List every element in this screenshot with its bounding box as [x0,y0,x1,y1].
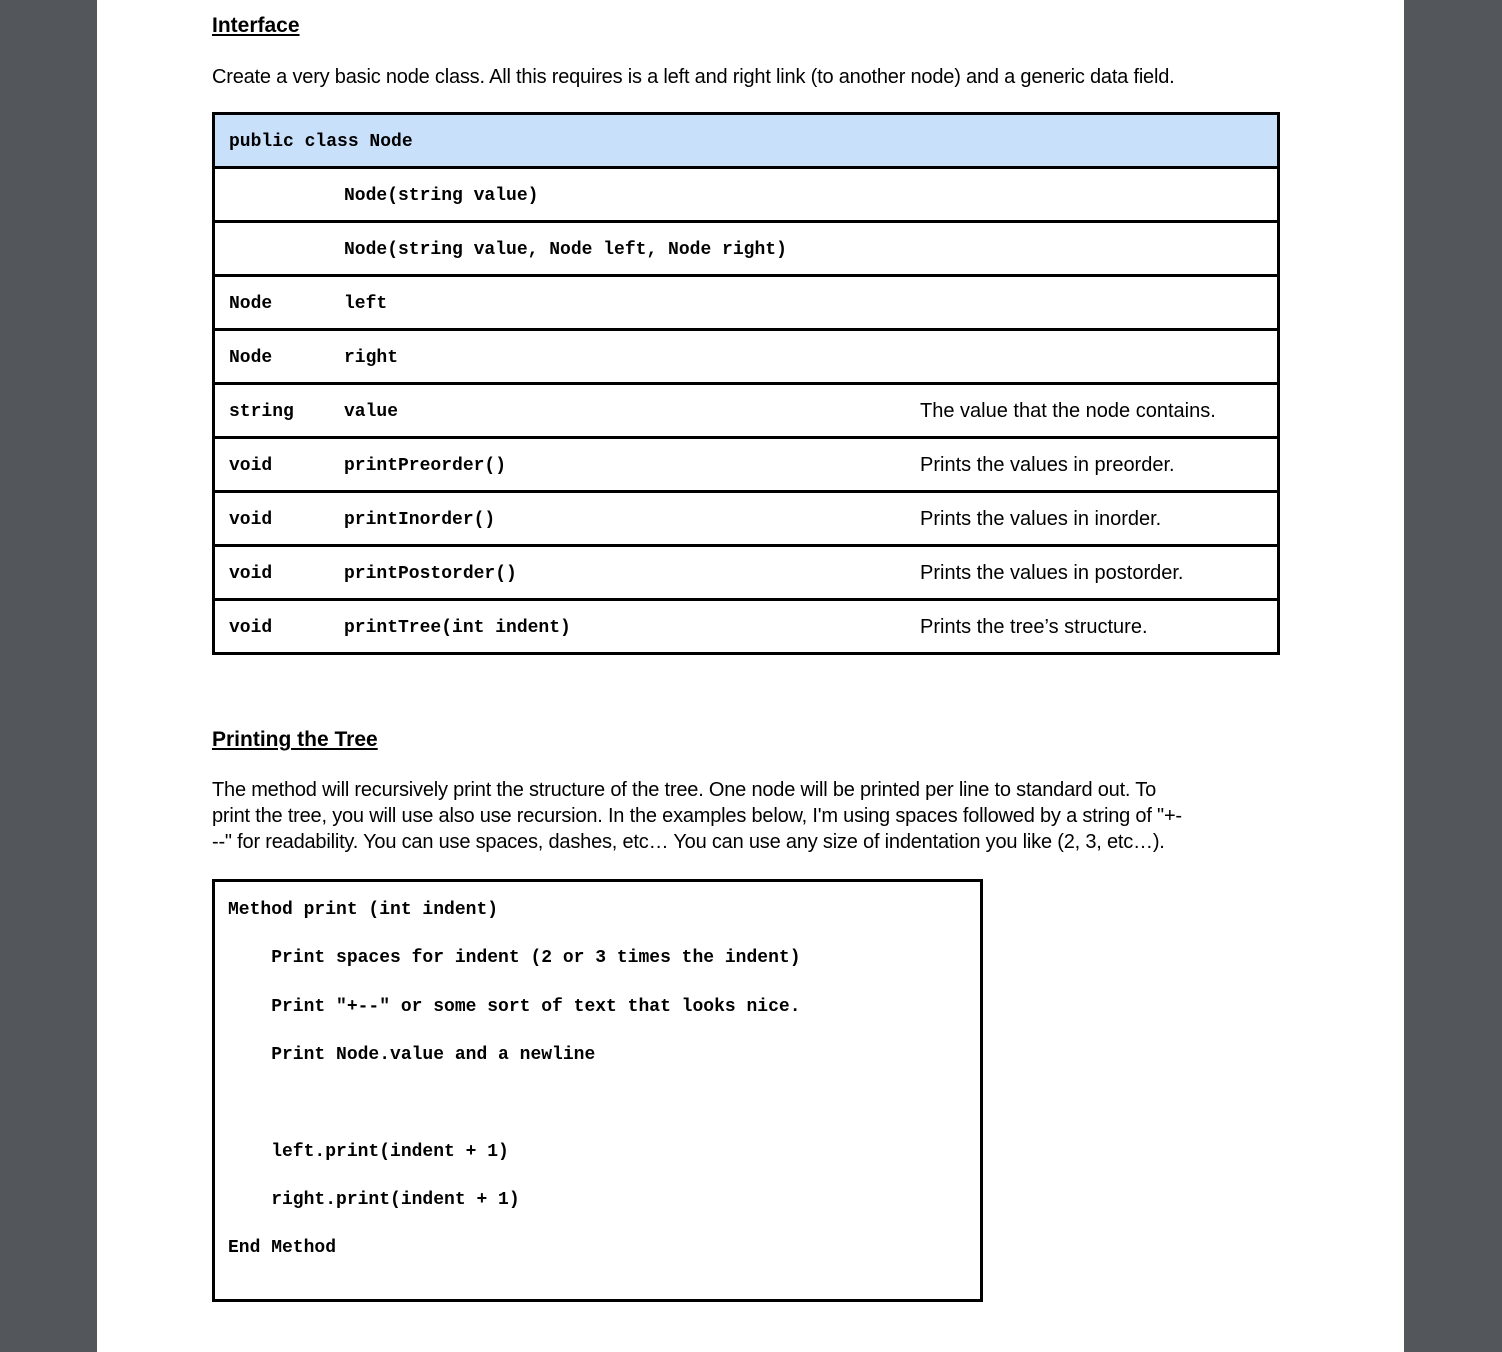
pseudocode-box [212,879,983,1302]
member-row [214,222,1279,276]
member-type: Node [229,348,273,368]
code-line: Print Node.value and a newline [228,1044,596,1065]
member-description: Prints the values in inorder. [920,508,1162,530]
member-type: void [229,456,273,476]
member-signature: printTree(int indent) [344,618,571,638]
member-row [214,330,1279,384]
code-line: Method print (int indent) [228,900,499,920]
member-row [214,168,1279,222]
member-type: void [229,510,273,530]
member-row [214,546,1279,600]
member-row [214,438,1279,492]
paragraph-line: The method will recursively print the structure of the tree. One node will be printed per line to standard out. To [212,779,1157,801]
member-type: Node [229,294,273,314]
member-signature: printPreorder() [344,456,507,476]
member-signature: Node(string value) [344,186,539,206]
member-description: Prints the values in preorder. [920,454,1175,476]
member-type: void [229,618,273,638]
printing-heading: Printing the Tree [212,728,378,751]
member-row [214,600,1279,654]
member-description: Prints the values in postorder. [920,562,1184,584]
paragraph-line: print the tree, you will use also use recursion. In the examples below, I'm using spaces followed by a string of "+- [212,805,1182,827]
member-type: string [229,402,294,422]
paragraph-line: --" for readability. You can use spaces, dashes, etc… You can use any size of indentation you like (2, 3, etc…). [212,831,1165,853]
code-line: Print "+--" or some sort of text that looks nice. [228,996,801,1017]
member-signature: value [344,402,399,422]
member-type: void [229,564,273,584]
interface-heading: Interface [212,14,300,37]
code-line: right.print(indent + 1) [228,1189,520,1210]
member-row [214,492,1279,546]
member-signature: printPostorder() [344,564,517,584]
class-header: public class Node [229,132,413,152]
interface-intro: Create a very basic node class. All this requires is a left and right link (to another node) and a generic data field. [212,66,1175,88]
code-line: Print spaces for indent (2 or 3 times the indent) [228,948,801,969]
member-row [214,276,1279,330]
code-line: End Method [228,1238,337,1259]
code-line: left.print(indent + 1) [228,1141,509,1162]
printing-paragraph [212,777,1292,855]
member-signature: printInorder() [344,510,496,530]
member-row [214,384,1279,438]
member-description: Prints the tree’s structure. [920,616,1148,638]
member-signature: Node(string value, Node left, Node right) [344,240,787,260]
member-description: The value that the node contains. [920,400,1216,422]
member-signature: right [344,348,399,368]
node-interface-table [212,112,1280,655]
class-header-row [214,114,1279,168]
member-signature: left [344,294,388,314]
